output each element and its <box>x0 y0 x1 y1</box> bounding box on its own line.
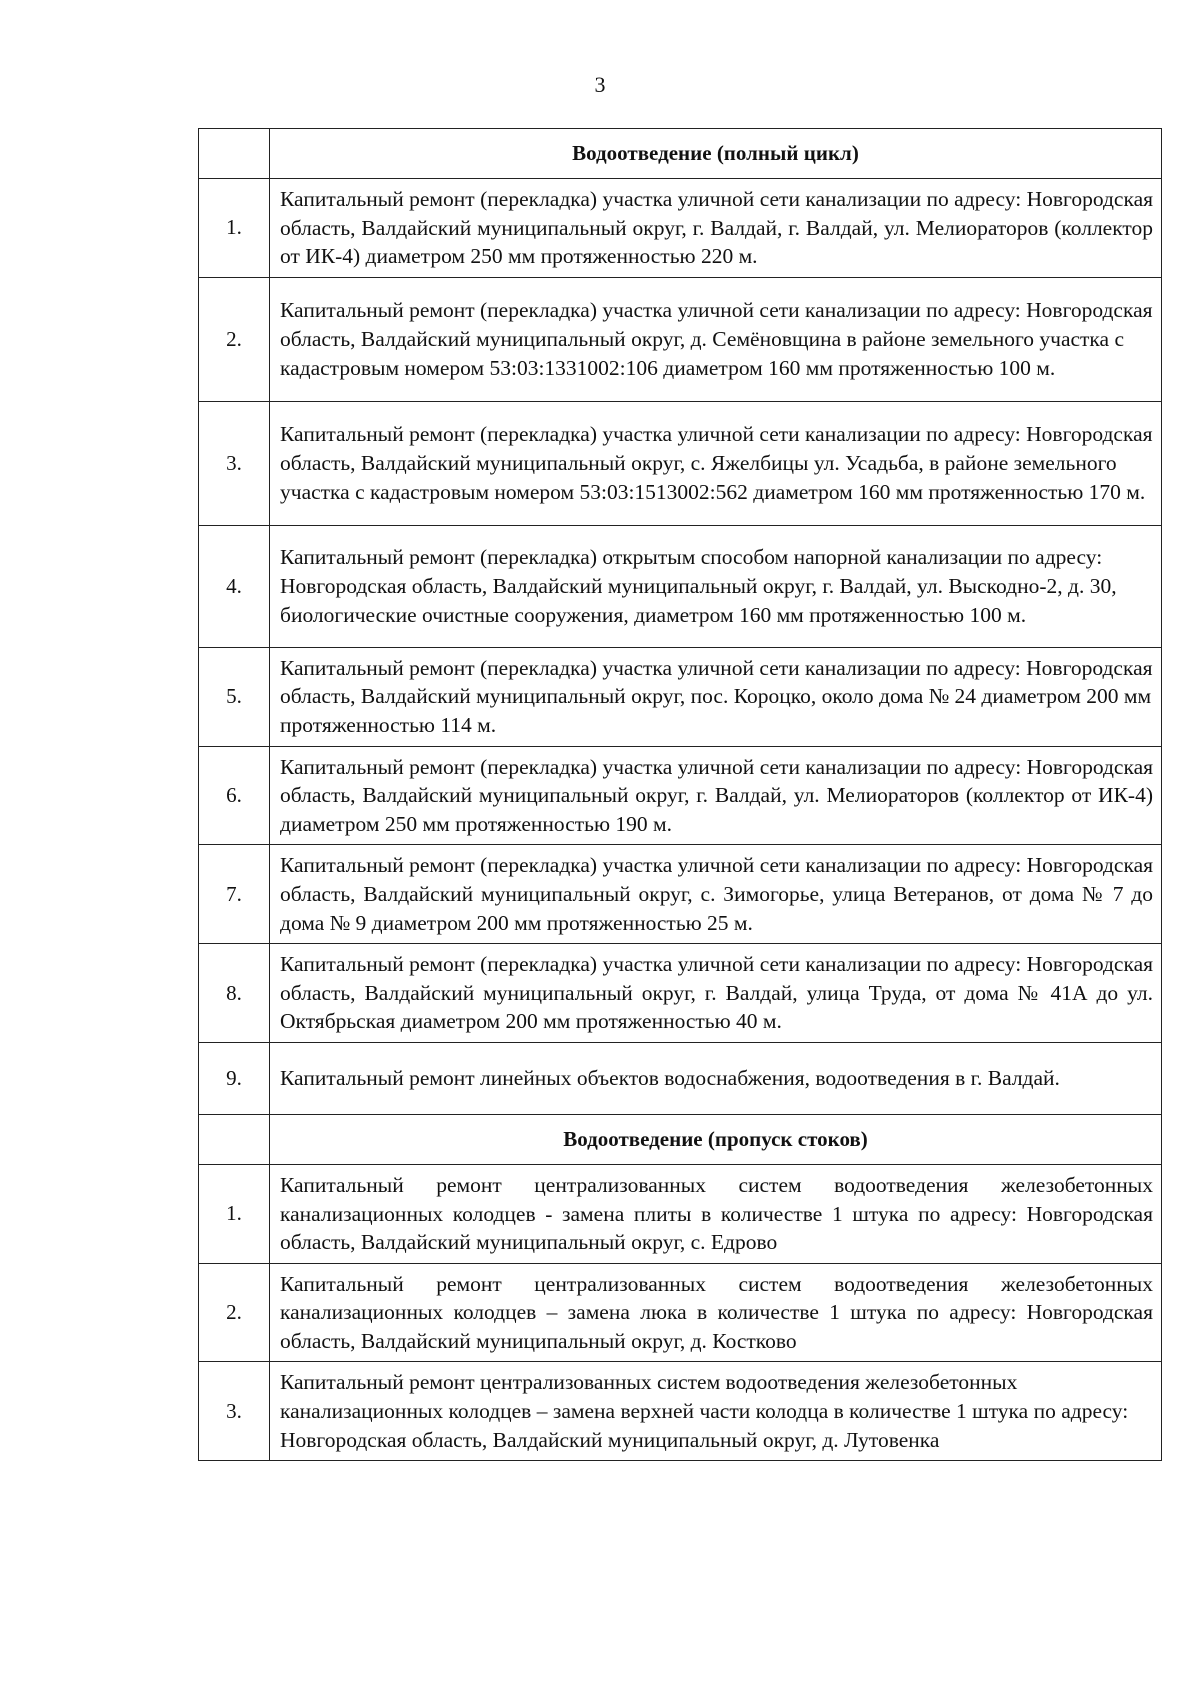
table-row <box>199 277 1162 401</box>
table-row <box>199 1263 1162 1362</box>
row-description: Капитальный ремонт (перекладка) участка уличной сети канализации по адресу: Новгородская область, Валдайский муниципальный округ, пос. Короцко, около дома № 24 диаметром 200 мм протяженностью 114 м. <box>270 647 1162 746</box>
table-row <box>199 1164 1162 1263</box>
table-row <box>199 401 1162 525</box>
table-row <box>199 525 1162 647</box>
table-row <box>199 1362 1162 1461</box>
table-row <box>199 845 1162 944</box>
works-table <box>198 128 1162 1461</box>
section-header-row <box>199 129 1162 179</box>
row-description: Капитальный ремонт (перекладка) участка уличной сети канализации по адресу: Новгородская область, Валдайский муниципальный округ, с. Зимогорье, улица Ветеранов, от дома № 7 до дома № 9 диаметром 200 мм протяженностью 25 м. <box>270 845 1162 944</box>
table-row <box>199 1042 1162 1114</box>
row-description: Капитальный ремонт централизованных систем водоотведения железобетонных канализационных колодцев – замена верхней части колодца в количестве 1 штука по адресу: Новгородская область, Валдайский муниципальный округ, д. Лутовенка <box>270 1362 1162 1461</box>
row-number: 2. <box>199 1263 270 1362</box>
row-number: 7. <box>199 845 270 944</box>
section-num-cell <box>199 129 270 179</box>
section-title: Водоотведение (пропуск стоков) <box>270 1114 1162 1164</box>
row-number: 9. <box>199 1042 270 1114</box>
section-header-row <box>199 1114 1162 1164</box>
row-number: 8. <box>199 944 270 1043</box>
row-number: 1. <box>199 1164 270 1263</box>
row-description: Капитальный ремонт (перекладка) участка уличной сети канализации по адресу: Новгородская область, Валдайский муниципальный округ, г. Валдай, г. Валдай, ул. Мелиораторов (коллектор от ИК-4) диаметром 250 мм протяженностью 220 м. <box>270 179 1162 278</box>
row-description: Капитальный ремонт линейных объектов водоснабжения, водоотведения в г. Валдай. <box>270 1042 1162 1114</box>
table-row <box>199 944 1162 1043</box>
row-description: Капитальный ремонт централизованных систем водоотведения железобетонных канализационных колодцев - замена плиты в количестве 1 штука по адресу: Новгородская область, Валдайский муниципальный округ, с. Едрово <box>270 1164 1162 1263</box>
row-description: Капитальный ремонт (перекладка) участка уличной сети канализации по адресу: Новгородская область, Валдайский муниципальный округ, д. Семёновщина в районе земельного участка с кадастровым номером 53:03:1331002:106 диаметром 160 мм протяженностью 100 м. <box>270 277 1162 401</box>
table-row <box>199 746 1162 845</box>
section-title: Водоотведение (полный цикл) <box>270 129 1162 179</box>
row-number: 4. <box>199 525 270 647</box>
row-number: 1. <box>199 179 270 278</box>
row-number: 5. <box>199 647 270 746</box>
row-description: Капитальный ремонт (перекладка) открытым способом напорной канализации по адресу: Новгородская область, Валдайский муниципальный округ, г. Валдай, ул. Выскодно-2, д. 30, биологические очистные сооружения, диаметром 160 мм протяженностью 100 м. <box>270 525 1162 647</box>
row-description: Капитальный ремонт (перекладка) участка уличной сети канализации по адресу: Новгородская область, Валдайский муниципальный округ, г. Валдай, ул. Мелиораторов (коллектор от ИК-4) диаметром 250 мм протяженностью 190 м. <box>270 746 1162 845</box>
page-number: 3 <box>594 72 606 97</box>
row-number: 3. <box>199 1362 270 1461</box>
table-row <box>199 647 1162 746</box>
row-description: Капитальный ремонт (перекладка) участка уличной сети канализации по адресу: Новгородская область, Валдайский муниципальный округ, с. Яжелбицы ул. Усадьба, в районе земельного участка с кадастровым номером 53:03:1513002:562 диаметром 160 мм протяженностью 170 м. <box>270 401 1162 525</box>
row-description: Капитальный ремонт централизованных систем водоотведения железобетонных канализационных колодцев – замена люка в количестве 1 штука по адресу: Новгородская область, Валдайский муниципальный округ, д. Костково <box>270 1263 1162 1362</box>
section-num-cell <box>199 1114 270 1164</box>
row-number: 6. <box>199 746 270 845</box>
row-description: Капитальный ремонт (перекладка) участка уличной сети канализации по адресу: Новгородская область, Валдайский муниципальный округ, г. Валдай, улица Труда, от дома № 41А до ул. Октябрьская диаметром 200 мм протяженностью 40 м. <box>270 944 1162 1043</box>
table-row <box>199 179 1162 278</box>
row-number: 2. <box>199 277 270 401</box>
row-number: 3. <box>199 401 270 525</box>
